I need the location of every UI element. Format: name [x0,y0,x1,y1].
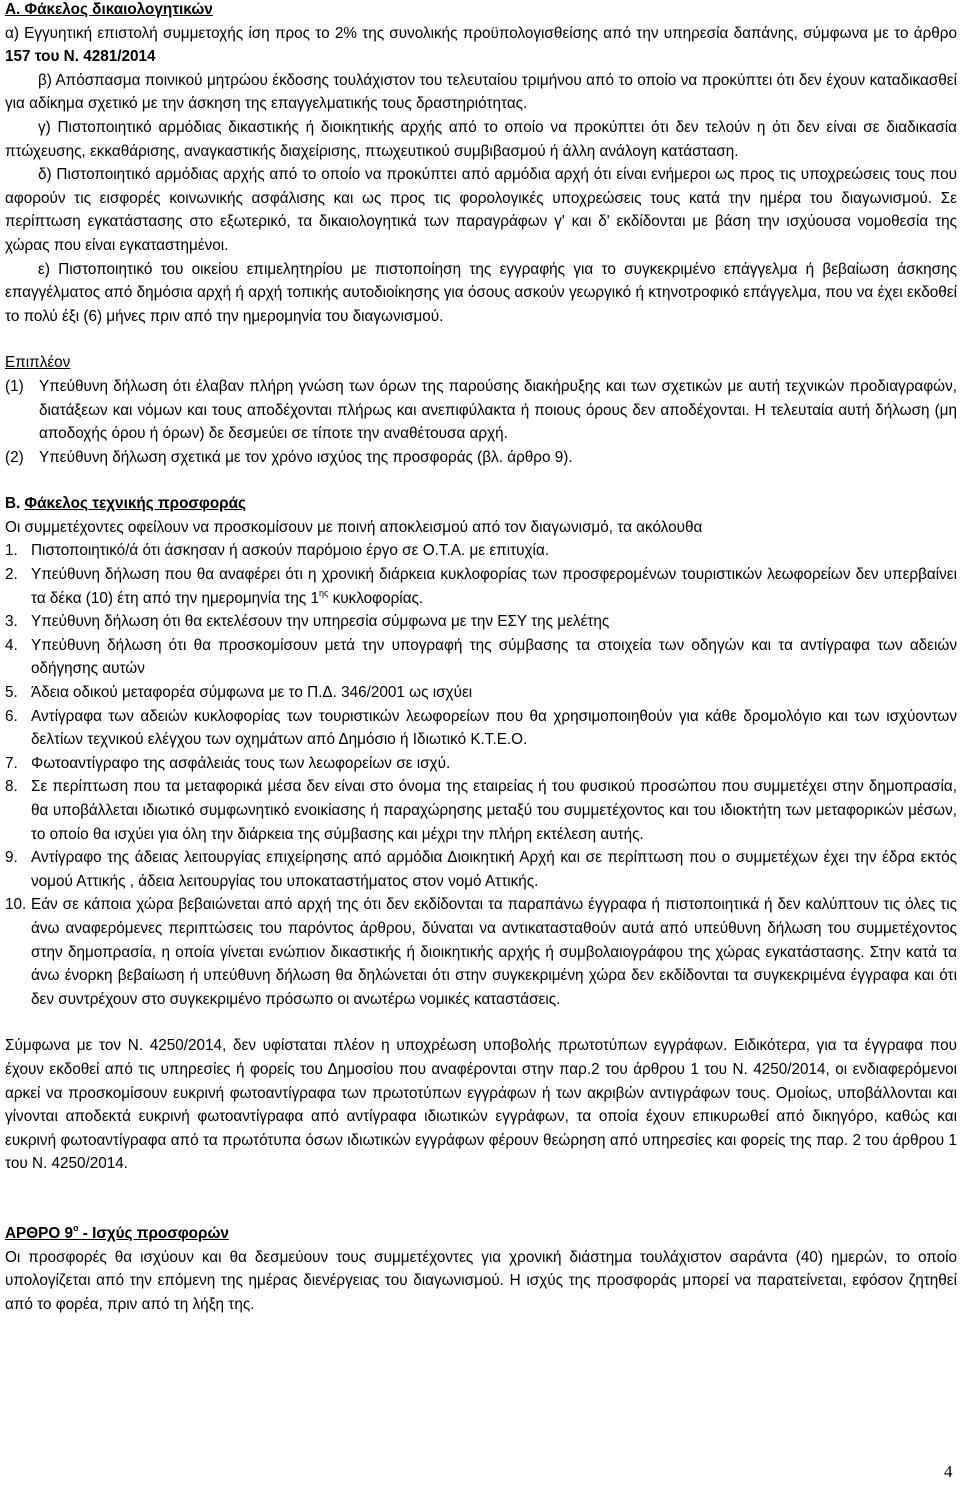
list-item [5,610,957,634]
section-b-title: Φάκελος τεχνικής προσφοράς [24,495,246,513]
list-item [5,893,957,1011]
section-b-heading [5,492,957,516]
list-item-text-end: κυκλοφορίας. [328,589,424,607]
list-item [5,446,957,470]
list-item-number: 9. [5,849,18,867]
paragraph-b: β) Απόσπασμα ποινικού μητρώου έκδοσης τουλάχιστον του τελευταίου τριμήνου από το οποίο να προκύπτει ότι δεν έχουν καταδικασθεί για αδίκημα σχετικό με την άσκηση της επαγγελματικής τους δραστηριότητας. [5,71,957,113]
list-item-number: 7. [5,754,18,772]
page-number: 4 [944,1462,953,1481]
list-item [5,705,957,752]
list-item-text: Εάν σε κάποια χώρα βεβαιώνεται από αρχή της ότι δεν εκδίδονται τα παραπάνω έγγραφα ή πιστοποιητικά ή δεν καλύπτουν τις όλες τις άνω αναφερόμενες περιπτώσεις του παρόντος άρθρου, δύναται να αντικατασταθούν αυτά από υπεύθυνη δήλωση του συμμετέχοντος στην δημοπρασία, η οποία γίνεται ενώπιον δικαστικής ή διοικητικής αρχής ή συμβολαιογράφου της χώρας εγκατάστασης. Στην κατά τα άνω ένορκη βεβαίωση ή υπεύθυνη δήλωση θα δηλώνεται ότι στην συγκεκριμένη χώρα δεν εκδίδονται τα συγκεκριμένα έγγραφα και ότι δεν συντρέχουν στο συγκεκριμένο πρόσωπο οι ανωτέρω νομικές καταστάσεις. [31,896,957,1008]
paragraph-d: δ) Πιστοποιητικό αρμόδιας αρχής από το οποίο να προκύπτει από αρμόδια αρχή ότι είναι ενήμεροι ως προς τις υποχρεώσεις τους που αφορούν τις εισφορές κοινωνικής ασφάλισης και ως προς τις φορολογικές υποχρεώσεις τους κατά την ημέρα του διαγωνισμού. Σε περίπτωση εγκατάστασης στο εξωτερικό, τα δικαιολογητικά των παραγράφων γ' και δ' εκδίδονται με βάση την ισχύουσα νομοθεσία της χώρας που είναι εγκαταστημένοι. [5,166,957,254]
list-item-text: Σε περίπτωση που τα μεταφορικά μέσα δεν είναι στο όνομα της εταιρείας ή του φυσικού προσώπου που συμμετέχει στην δημοπρασία, θα υποβάλλεται ιδιωτικό συμφωνητικό ενοικίασης ή παραχώρησης μεταξύ του συμμετέχοντος και του ιδιοκτήτη των μεταφορικών μέσων, το οποίο θα ισχύει για όλη την διάρκεια της σύμβασης και μέχρι την πλήρη εκτέλεση αυτής. [31,778,957,843]
list-item [5,539,957,563]
document-page [5,0,957,1316]
list-item [5,681,957,705]
list-item [5,563,957,610]
list-item-number: (2) [5,448,24,466]
list-item-text: Αντίγραφο της άδειας λειτουργίας επιχείρησης από αρμόδια Διοικητική Αρχή και σε περίπτωση που ο συμμετέχων έχει την έδρα εκτός νομού Αττικής , άδεια λειτουργίας του υποκαταστήματος στον νομό Αττικής. [31,849,957,890]
list-item-text: Πιστοποιητικό/ά ότι άσκησαν ή ασκούν παρόμοιο έργο σε Ο.Τ.Α. με επιτυχία. [31,542,550,560]
list-item-number: 1. [5,542,18,560]
list-item-number: 2. [5,566,18,584]
paragraph-c: γ) Πιστοποιητικό αρμόδιας δικαστικής ή διοικητικής αρχής από το οποίο να προκύπτει ότι δεν τελούν η ότι δεν είναι σε διαδικασία πτώχευσης, εκκαθάρισης, αναγκαστικής διαχείρισης, πτωχευτικού συμβιβασμού ή άλλη ανάλογη κατάσταση. [5,118,957,160]
article-9-title-sup: ο [73,1222,79,1233]
article-9-title [5,1222,957,1246]
list-item-text: Υπεύθυνη δήλωση σχετικά με τον χρόνο ισχύος της προσφοράς (βλ. άρθρο 9). [39,448,573,466]
list-item [5,375,957,446]
article-9-title-pre: ΑΡΘΡΟ 9 [5,1224,74,1242]
list-item-text: Υπεύθυνη δήλωση ότι έλαβαν πλήρη γνώση των όρων της παρούσης διακήρυξης και των σχετικών με αυτή τεχνικών προδιαγραφών, διατάξεων και νόμων και τους αποδέχονται πλήρως και ανεπιφύλακτα ή ποιους όρους δεν αποδέχονται. Η τελευταία αυτή δήλωση (μη αποδοχής όρου ή όρων) δε δεσμεύει σε τίποτε την αναθέτουσα αρχή. [39,377,957,443]
article-9-title-post: - Ισχύς προσφορών [78,1224,229,1242]
list-item-number: 3. [5,613,18,631]
list-item-text: Υπεύθυνη δήλωση ότι θα προσκομίσουν μετά την υπογραφή της σύμβασης τα στοιχεία των οδηγών και τα αντίγραφα των αδειών οδήγησης αυτών [31,636,957,678]
list-item [5,775,957,846]
list-item-text [31,563,957,610]
paragraph-a [5,22,957,69]
list-item-number: 4. [5,636,18,654]
list-item-text: Υπεύθυνη δήλωση ότι θα εκτελέσουν την υπηρεσία σύμφωνα με την ΕΣΥ της μελέτης [31,613,610,631]
list-item [5,752,957,776]
list-item [5,846,957,893]
list-item-text: Αντίγραφα των αδειών κυκλοφορίας των τουριστικών λεωφορείων που θα χρησιμοποιηθούν για κάθε δρομολόγιο και των ισχύοντων δελτίων τεχνικού ελέγχου των οχημάτων από Δημόσιο ή Ιδιωτικό Κ.Τ.Ε.Ο. [31,707,957,749]
list-item-text: Φωτοαντίγραφο της ασφάλειάς τους των λεωφορείων σε ισχύ. [31,754,451,772]
paragraph-e: ε) Πιστοποιητικό του οικείου επιμελητηρίου με πιστοποίηση της εγγραφής για το συγκεκριμένο επάγγελμα ή βεβαίωση άσκησης επαγγέλματος από δημόσια αρχή ή αρχή τοπικής αυτοδιοίκησης για όσους ασκούν γεωργικό ή κτηνοτροφικό επάγγελμα, που να έχει εκδοθεί το πολύ έξι (6) μήνες πριν από την ημερομηνία του διαγωνισμού. [5,260,957,325]
list-item-number: 10. [5,896,27,914]
ordinal-superscript: ης [318,587,329,598]
section-a-title: Α. Φάκελος δικαιολογητικών [5,1,213,18]
list-item-number: 8. [5,778,18,796]
article-9-text: Οι προσφορές θα ισχύουν και θα δεσμεύουν τους συμμετέχοντες για χρονική διάστημα τουλάχιστον σαράντα (40) ημερών, το οποίο υπολογίζεται από την επόμενη της ημέρας διενέργειας του διαγωνισμού. Η ισχύς της προσφοράς μπορεί να παρατείνεται, εφόσον ζητηθεί από το φορέα, πριν από τη λήξη της. [5,1248,957,1313]
section-b-prefix: Β. [5,495,25,513]
list-item-text-main: Υπεύθυνη δήλωση που θα αναφέρει ότι η χρονική διάρκεια κυκλοφορίας των προσφερομένων τουριστικών λεωφορείων δεν υπερβαίνει τα δέκα (10) έτη από την ημερομηνία της 1 [31,566,957,607]
paragraph-a-law: 157 του Ν. 4281/2014 [5,48,156,66]
list-item [5,634,957,681]
list-item-text: Άδεια οδικού μεταφορέα σύμφωνα με το Π.Δ. 346/2001 ως ισχύει [31,684,473,702]
list-item-number: (1) [5,377,24,395]
originals-note: Σύμφωνα με τον Ν. 4250/2014, δεν υφίσταται πλέον η υποχρέωση υποβολής πρωτοτύπων εγγράφων. Ειδικότερα, για τα έγγραφα που έχουν εκδοθεί από τις υπηρεσίες ή φορείς του Δημοσίου που αναφέρονται στην παρ.2 του άρθρου 1 του Ν. 4250/2014, οι ενδιαφερόμενοι αρκεί να προσκομίσουν ευκρινή φωτοαντίγραφα των πρωτοτύπων εγγράφων ή των ακριβών αντιγράφων τους. Ομοίως, υποβάλλονται και γίνονται αποδεκτά ευκρινή φωτοαντίγραφα από αντίγραφα ιδιωτικών εγγράφων, τα οποία έχουν επικυρωθεί από δικηγόρο, καθώς και ευκρινή φωτοαντίγραφα από τα πρωτότυπα όσων ιδιωτικών εγγράφων φέρουν θεώρηση από υπηρεσίες και φορείς της παρ. 2 του άρθρου 1 του Ν. 4250/2014. [5,1037,957,1173]
section-b-intro: Οι συμμετέχοντες οφείλουν να προσκομίσουν με ποινή αποκλεισμού από τον διαγωνισμό, τα ακόλουθα [5,518,703,536]
additionally-title: Επιπλέον [5,354,71,372]
list-item-number: 6. [5,707,18,725]
list-item-number: 5. [5,684,18,702]
paragraph-a-text: α) Εγγυητική επιστολή συμμετοχής ίση προς το 2% της συνολικής προϋπολογισθείσης από την υπηρεσία δαπάνης, σύμφωνα με το άρθρο [5,24,957,42]
